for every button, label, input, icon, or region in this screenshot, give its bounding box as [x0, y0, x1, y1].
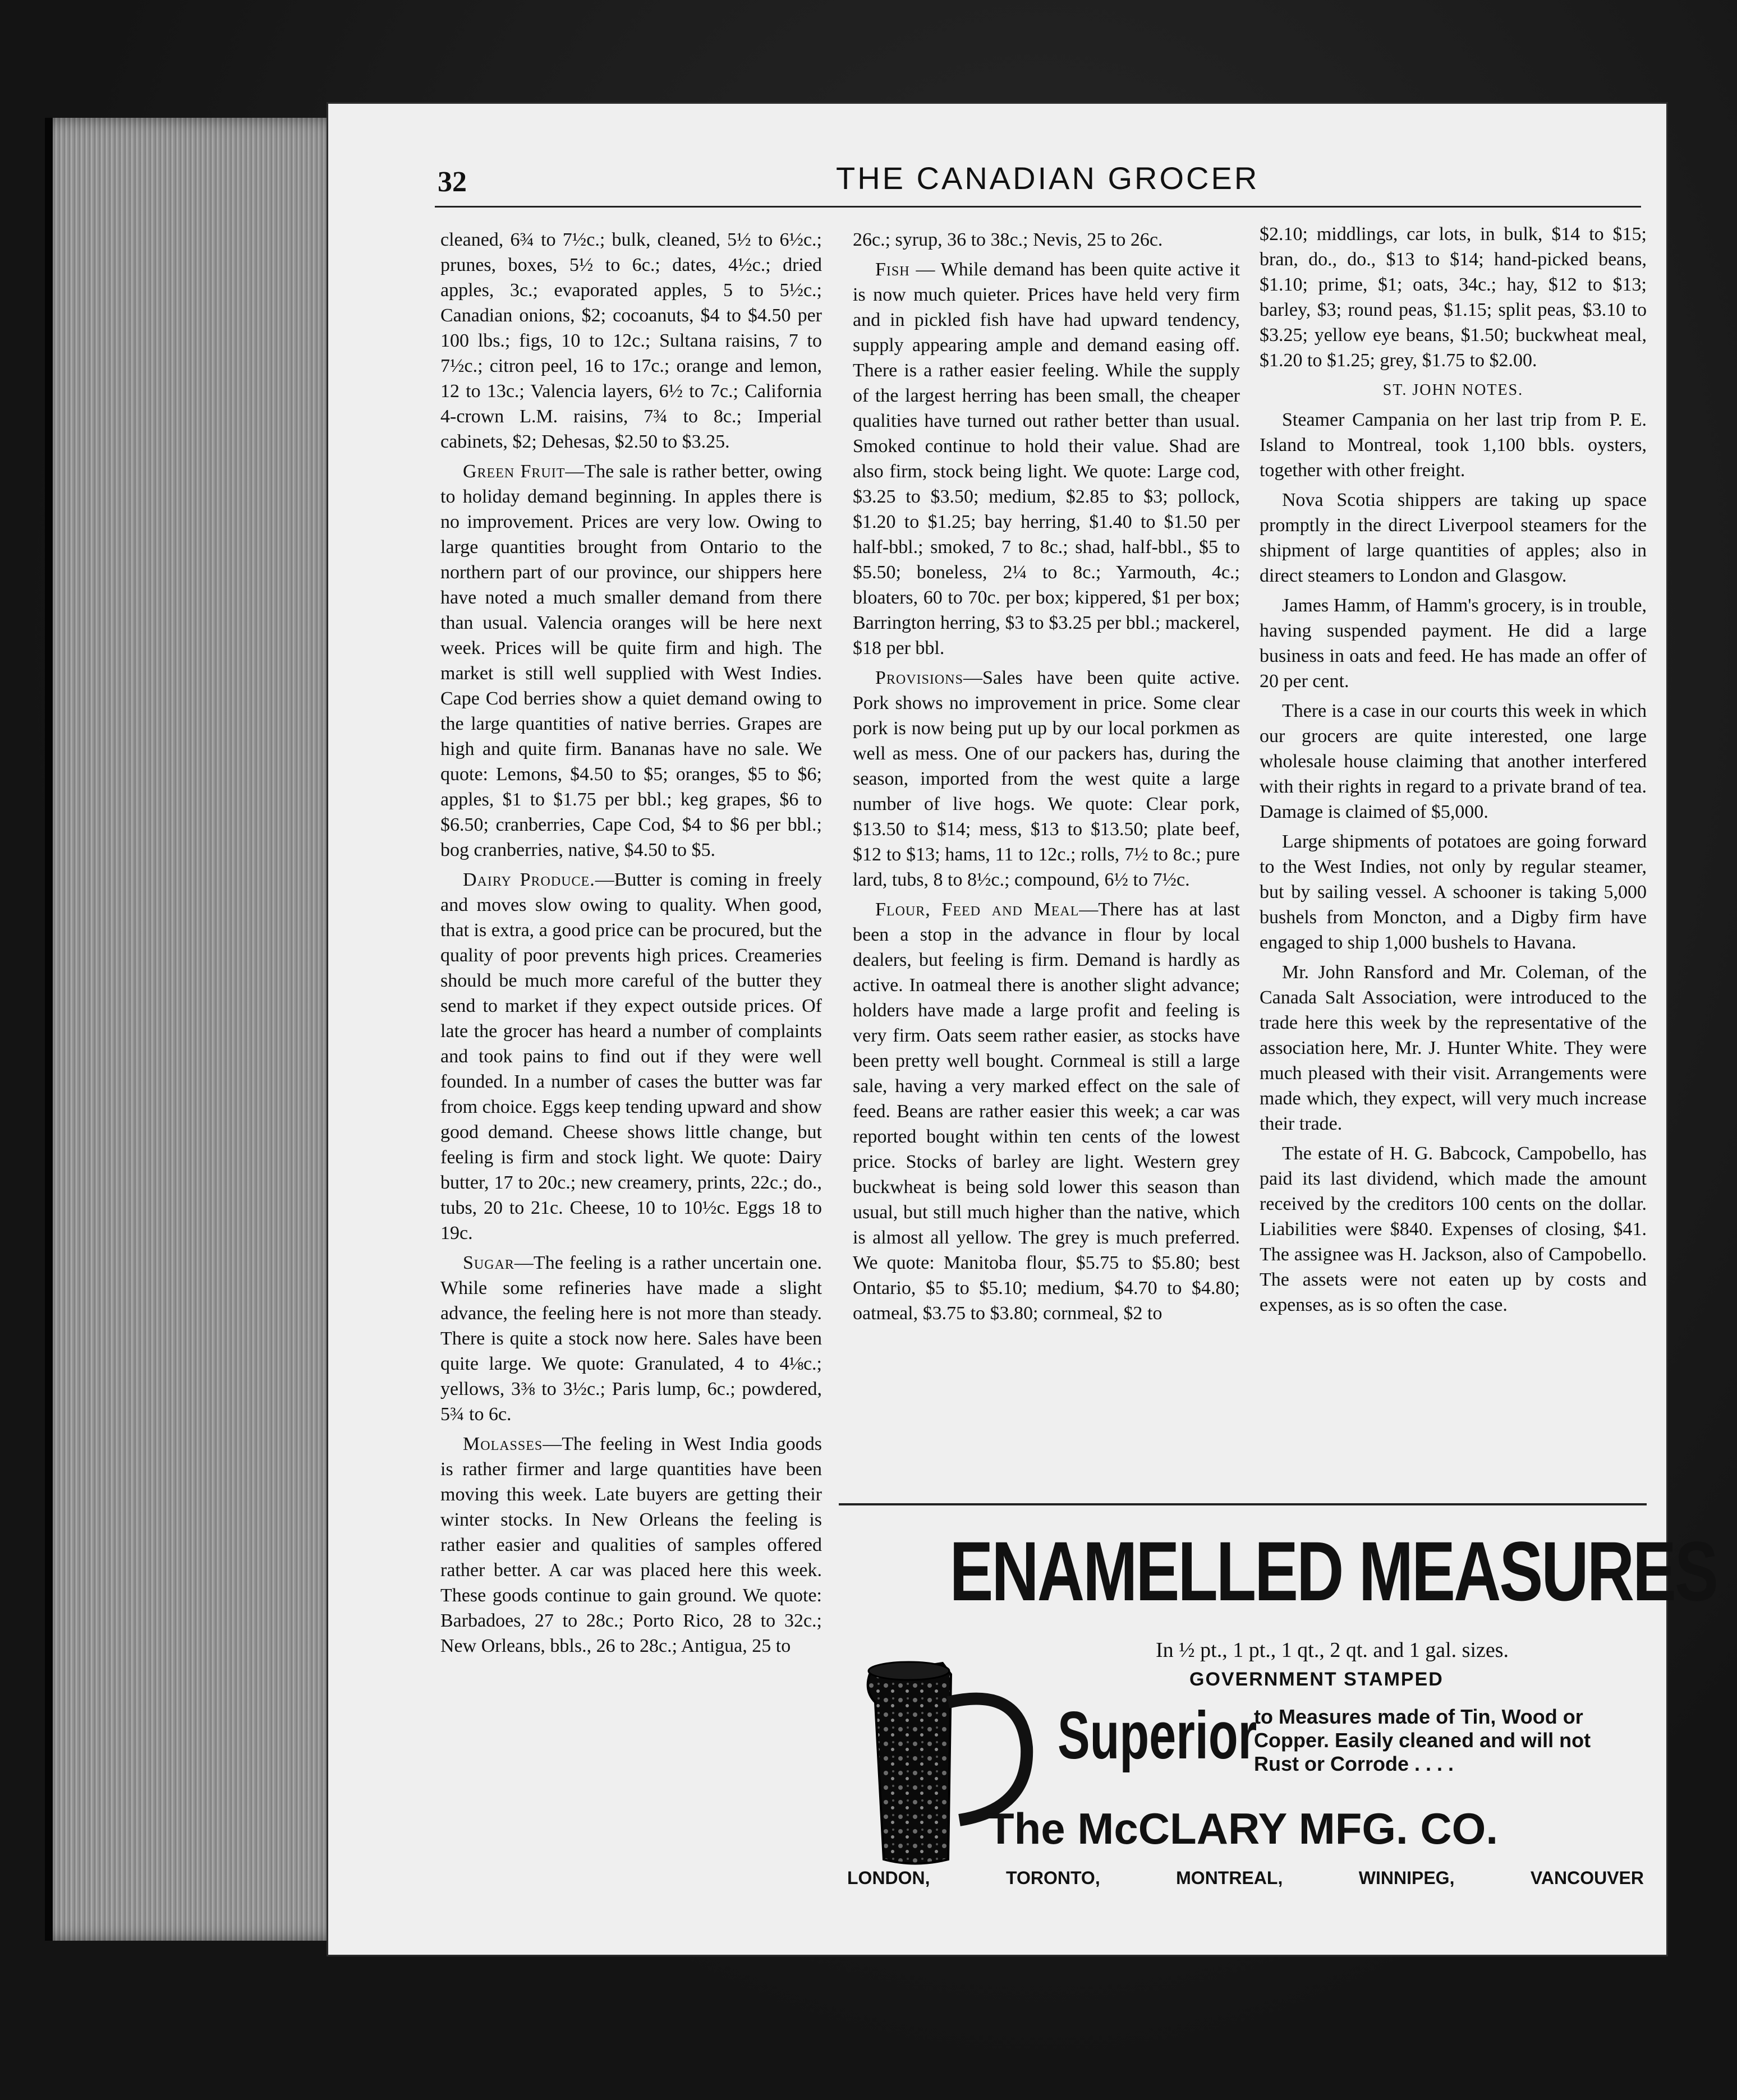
- column-2: [853, 227, 1240, 1330]
- section-heading: Green Fruit: [463, 461, 566, 482]
- ad-government-stamped: GOVERNMENT STAMPED: [1189, 1669, 1444, 1690]
- paragraph-sugar: [440, 1250, 822, 1427]
- section-heading: Molasses: [463, 1434, 543, 1454]
- page-number: 32: [438, 166, 467, 198]
- header-rule: [435, 206, 1641, 208]
- section-heading: Dairy Produce.: [463, 869, 595, 890]
- ad-headline: ENAMELLED MEASURES: [949, 1524, 1717, 1618]
- ad-superior-description: to Measures made of Tin, Wood or Copper. Easily cleaned and will not Rust or Corrode . . . .: [1254, 1705, 1591, 1775]
- ad-city: TORONTO,: [1005, 1868, 1100, 1888]
- section-body: — While demand has been quite active it is now much quieter. Prices have held very firm and in pickled fish have had upward tendency, supply appearing ample and demand easing off. There is a rather easier feeling. While the supply of the largest herring has been small, the cheaper qualities have turned out rather better than usual. Smoked continue to hold their value. Shad are also firm, stock being light. We quote: Large cod, $3.25 to $3.50; medium, $2.85 to $3; pollock, $1.20 to $1.25; bay herring, $1.40 to $1.50 per half-bbl.; smoked, 7 to 8c.; shad, half-bbl., $5 to $5.50; boneless, 2¼ to 8c.; Yarmouth, 4c.; bloaters, 60 to 70c. per box; kippered, $1 per box; Barrington herring, $3 to $3.25 per bbl.; mackerel, $18 per bbl.: [853, 259, 1240, 658]
- section-heading: Sugar: [463, 1252, 514, 1273]
- paragraph: The estate of H. G. Babcock, Campobello, has paid its last dividend, which made the amount received by the creditors 100 cents on the dollar. Liabilities were $840. Expenses of closing, $41. The assignee was H. Jackson, also of Campobello. The assets were not eaten up by costs and expenses, as is so often the case.: [1260, 1143, 1647, 1315]
- section-heading: Flour, Feed and Meal: [875, 899, 1079, 920]
- section-body: —The feeling in West India goods is rather firmer and large quantities have been moving this week. Late buyers are getting their winter stocks. In New Orleans the feeling is rather easier and qualities of samples offered rather better. A car was placed here this week. These goods continue to gain ground. We quote: Barbadoes, 27 to 28c.; Porto Rico, 28 to 32c.; New Orleans, bbls., 26 to 28c.; Antigua, 25 to: [440, 1434, 822, 1656]
- ad-sizes: In ½ pt., 1 pt., 1 qt., 2 qt. and 1 gal. sizes.: [1156, 1638, 1509, 1662]
- section-heading: Provisions: [875, 667, 963, 688]
- section-body: —Sales have been quite active. Pork shows no improvement in price. Some clear pork is now being put up by our local porkmen as well as mess. One of our packers has, during the season, imported from the west quite a large number of live hogs. We quote: Clear pork, $13.50 to $14; mess, $13 to $13.50; plate beef, $12 to $13; hams, 11 to 12c.; rolls, 7½ to 8c.; pure lard, tubs, 8 to 8½c.; compound, 6½ to 7½c.: [853, 667, 1240, 890]
- paragraph-flour-feed-meal: [853, 897, 1240, 1326]
- paragraph-dairy-produce: [440, 867, 822, 1246]
- section-subheading: ST. JOHN NOTES.: [1382, 381, 1524, 399]
- ad-superior-word: Superior: [1058, 1698, 1257, 1773]
- paragraph-provisions: [853, 665, 1240, 892]
- ad-city: MONTREAL,: [1176, 1868, 1283, 1888]
- ad-company-name: The McCLARY MFG. CO.: [987, 1804, 1499, 1853]
- column-1: [440, 227, 822, 1663]
- ad-city: VANCOUVER: [1530, 1868, 1644, 1888]
- advertisement: [842, 1512, 1717, 1915]
- paragraph: James Hamm, of Hamm's grocery, is in trouble, having suspended payment. He did a large business in oats and feed. He has made an offer of 20 per cent.: [1260, 595, 1647, 692]
- section-body: —The sale is rather better, owing to holiday demand beginning. In apples there is no improvement. Prices are very low. Owing to large quantities brought from Ontario to the northern part of our province, our shippers here have noted a much smaller demand from there than usual. Valencia oranges will be here next week. Prices will be quite firm and high. The market is still well supplied with West Indies. Cape Cod berries show a quiet demand owing to the large quantities of native berries. Grapes are high and quite firm. Bananas have no sale. We quote: Lemons, $4.50 to $5; oranges, $5 to $6; apples, $1 to $1.75 per bbl.; keg grapes, $6 to $6.50; cranberries, Cape Cod, $4 to $6 per bbl.; bog cranberries, native, $4.50 to $5.: [440, 461, 822, 860]
- column-3: [1260, 222, 1647, 1322]
- paragraph-fish: [853, 257, 1240, 661]
- running-head-title: THE CANADIAN GROCER: [836, 160, 1260, 196]
- advertisement-rule: [839, 1503, 1647, 1505]
- ad-city: WINNIPEG,: [1358, 1868, 1455, 1888]
- ad-city: LONDON,: [847, 1868, 930, 1888]
- paragraph: Large shipments of potatoes are going forward to the West Indies, not only by regular steamer, but by sailing vessel. A schooner is taking 5,000 bushels from Moncton, and a Digby firm have engaged to ship 1,000 bushels to Havana.: [1260, 831, 1647, 953]
- newspaper-page: [328, 104, 1717, 1955]
- paragraph-molasses: [440, 1431, 822, 1659]
- paragraph: There is a case in our courts this week in which our grocers are quite interested, one large wholesale house claiming that another interfered with their rights in regard to a private brand of tea. Damage is claimed of $5,000.: [1260, 701, 1647, 822]
- section-body: —Butter is coming in freely and moves slow owing to quality. When good, that is extra, a good price can be procured, but the quality of poor prevents high prices. Creameries should be much more careful of the butter they send to market if they expect outside prices. Of late the grocer has heard a number of complaints and took pains to find out if they were well founded. In a number of cases the butter was far from choice. Eggs keep tending upward and show good demand. Cheese shows little change, but feeling is firm and stock light. We quote: Dairy butter, 17 to 20c.; new creamery, prints, 22c.; do., tubs, 20 to 21c. Cheese, 10 to 10½c. Eggs 18 to 19c.: [440, 869, 822, 1244]
- paragraph: Nova Scotia shippers are taking up space promptly in the direct Liverpool steamers for the shipment of large quantities of apples; also in direct steamers to London and Glasgow.: [1260, 490, 1647, 586]
- section-heading: Fish: [875, 259, 910, 280]
- paragraph: cleaned, 6¾ to 7½c.; bulk, cleaned, 5½ to 6½c.; prunes, boxes, 5½ to 6c.; dates, 4½c.; dried apples, 3c.; evaporated apples, 5 to 5½c.; Canadian onions, $2; cocoanuts, $4 to $4.50 per 100 lbs.; figs, 10 to 12c.; Sultana raisins, 7 to 7½c.; citron peel, 16 to 17c.; orange and lemon, 12 to 13c.; Valencia layers, 6½ to 7c.; California 4-crown L.M. raisins, 7¾ to 8c.; Imperial cabinets, $2; Dehesas, $2.50 to $3.25.: [440, 229, 822, 452]
- paragraph: 26c.; syrup, 36 to 38c.; Nevis, 25 to 26c.: [853, 229, 1163, 250]
- paragraph-green-fruit: [440, 459, 822, 863]
- paragraph: Mr. John Ransford and Mr. Coleman, of the Canada Salt Association, were introduced to the trade here this week by the representative of the association here, Mr. J. Hunter White. They were much pleased with their visit. Arrangements were made which, they expect, will very much increase their trade.: [1260, 962, 1647, 1134]
- paragraph: Steamer Campania on her last trip from P. E. Island to Montreal, took 1,100 bbls. oysters, together with other freight.: [1260, 409, 1647, 481]
- ad-city-list: [847, 1868, 1644, 1889]
- book-page-edges: [45, 118, 344, 1941]
- section-body: —There has at last been a stop in the advance in flour by local dealers, but feeling is firm. Demand is hardly as active. In oatmeal there is another slight advance; holders have made a large profit and feeling is very firm. Oats seem rather easier, as stocks have been pretty well bought. Cornmeal is still a large sale, having a very marked effect on the sale of feed. Beans are rather easier this week; a car was reported bought within ten cents of the lowest price. Stocks of barley are light. Western grey buckwheat is being sold lower this season than usual, but still much higher than the native, which is almost all yellow. The grey is much preferred. We quote: Manitoba flour, $5.75 to $5.80; best Ontario, $5 to $5.10; medium, $4.70 to $4.80; oatmeal, $3.75 to $3.80; cornmeal, $2 to: [853, 899, 1240, 1324]
- paragraph: $2.10; middlings, car lots, in bulk, $14 to $15; bran, do., do., $13 to $14; hand-picked beans, $1.10; prime, $1; oats, 34c.; hay, $12 to $13; barley, $3; round peas, $1.15; split peas, $3.10 to $3.25; yellow eye beans, $1.50; buckwheat meal, $1.20 to $1.25; grey, $1.75 to $2.00.: [1260, 224, 1647, 371]
- section-body: —The feeling is a rather uncertain one. While some refineries have made a slight advance, the feeling here is not more than steady. There is quite a stock now here. Sales have been quite large. We quote: Granulated, 4 to 4⅛c.; yellows, 3⅜ to 3½c.; Paris lump, 6c.; powdered, 5¾ to 6c.: [440, 1252, 822, 1425]
